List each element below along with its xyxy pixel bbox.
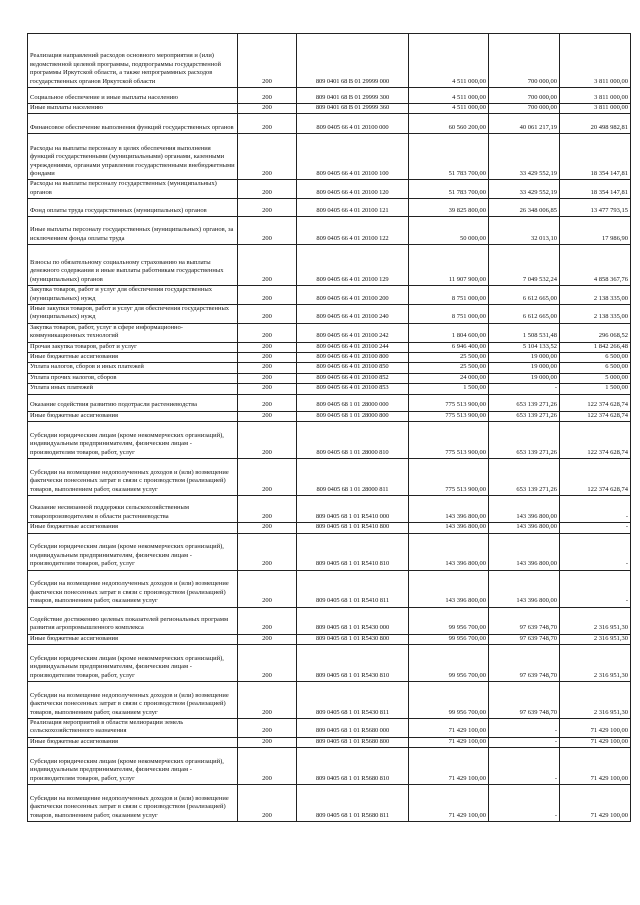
table-row bbox=[28, 88, 631, 104]
executed-amount-cell: 33 429 552,19 bbox=[489, 134, 560, 180]
classification-code-cell: 809 0405 66 4 01 20100 244 bbox=[297, 342, 409, 352]
approved-amount-cell: 775 513 900,00 bbox=[409, 422, 489, 459]
executed-amount-cell: - bbox=[489, 737, 560, 747]
classification-code-cell: 809 0405 66 4 01 20100 121 bbox=[297, 199, 409, 217]
approved-amount-cell: 99 956 700,00 bbox=[409, 681, 489, 718]
table-row bbox=[28, 459, 631, 496]
classification-code-cell: 809 0405 66 4 01 20100 850 bbox=[297, 363, 409, 373]
table-row bbox=[28, 363, 631, 373]
approved-amount-cell: 25 500,00 bbox=[409, 363, 489, 373]
executed-amount-cell: 19 000,00 bbox=[489, 353, 560, 363]
executed-amount-cell: 19 000,00 bbox=[489, 363, 560, 373]
remaining-amount-cell: 2 138 335,00 bbox=[560, 286, 631, 305]
table-row bbox=[28, 718, 631, 737]
approved-amount-cell: 50 000,00 bbox=[409, 217, 489, 245]
line-code-cell: 200 bbox=[238, 459, 297, 496]
remaining-amount-cell: 6 500,00 bbox=[560, 353, 631, 363]
line-code-cell: 200 bbox=[238, 323, 297, 342]
row-name-cell: Оказание несвязанной поддержки сельскохозяйственным товаропроизводителям в области растениеводства bbox=[28, 496, 238, 523]
table-row bbox=[28, 305, 631, 324]
classification-code-cell: 809 0405 68 1 01 28000 810 bbox=[297, 422, 409, 459]
approved-amount-cell: 99 956 700,00 bbox=[409, 634, 489, 644]
classification-code-cell: 809 0405 68 1 01 R5680 810 bbox=[297, 748, 409, 785]
remaining-amount-cell: 3 811 000,00 bbox=[560, 88, 631, 104]
classification-code-cell: 809 0405 68 1 01 R5430 810 bbox=[297, 644, 409, 681]
executed-amount-cell: - bbox=[489, 785, 560, 822]
table-row bbox=[28, 785, 631, 822]
row-name-cell: Расходы на выплаты персоналу государственных (муниципальных) органов bbox=[28, 180, 238, 199]
table-row bbox=[28, 748, 631, 785]
row-name-cell: Субсидии на возмещение недополученных доходов и (или) возмещение фактически понесенных затрат в связи с производством (реализацией) товаров, выполнением работ, оказанием услуг bbox=[28, 459, 238, 496]
table-row bbox=[28, 134, 631, 180]
approved-amount-cell: 71 429 100,00 bbox=[409, 718, 489, 737]
budget-report-page bbox=[27, 33, 630, 822]
remaining-amount-cell: 1 500,00 bbox=[560, 384, 631, 394]
approved-amount-cell: 1 804 600,00 bbox=[409, 323, 489, 342]
line-code-cell: 200 bbox=[238, 342, 297, 352]
approved-amount-cell: 99 956 700,00 bbox=[409, 644, 489, 681]
line-code-cell: 200 bbox=[238, 217, 297, 245]
table-row bbox=[28, 737, 631, 747]
row-name-cell: Закупка товаров, работ и услуг для обеспечения государственных (муниципальных) нужд bbox=[28, 286, 238, 305]
line-code-cell: 200 bbox=[238, 570, 297, 607]
table-row bbox=[28, 286, 631, 305]
line-code-cell: 200 bbox=[238, 134, 297, 180]
approved-amount-cell: 25 500,00 bbox=[409, 353, 489, 363]
remaining-amount-cell: 71 429 100,00 bbox=[560, 785, 631, 822]
row-name-cell: Иные бюджетные ассигнования bbox=[28, 634, 238, 644]
executed-amount-cell: 143 396 800,00 bbox=[489, 523, 560, 533]
approved-amount-cell: 71 429 100,00 bbox=[409, 748, 489, 785]
line-code-cell: 200 bbox=[238, 411, 297, 421]
row-name-cell: Иные бюджетные ассигнования bbox=[28, 353, 238, 363]
line-code-cell: 200 bbox=[238, 748, 297, 785]
approved-amount-cell: 143 396 800,00 bbox=[409, 496, 489, 523]
remaining-amount-cell: 4 858 367,76 bbox=[560, 245, 631, 286]
table-row bbox=[28, 323, 631, 342]
line-code-cell: 200 bbox=[238, 114, 297, 134]
row-name-cell: Субсидии юридическим лицам (кроме некоммерческих организаций), индивидуальным предпринимателям, физическим лицам - производителям товаров, работ, услуг bbox=[28, 644, 238, 681]
remaining-amount-cell: 17 986,90 bbox=[560, 217, 631, 245]
classification-code-cell: 809 0405 66 4 01 20100 852 bbox=[297, 373, 409, 383]
approved-amount-cell: 4 511 000,00 bbox=[409, 34, 489, 88]
line-code-cell: 200 bbox=[238, 245, 297, 286]
remaining-amount-cell: 1 842 266,48 bbox=[560, 342, 631, 352]
executed-amount-cell: 19 000,00 bbox=[489, 373, 560, 383]
table-row bbox=[28, 114, 631, 134]
row-name-cell: Иные выплаты населению bbox=[28, 104, 238, 114]
executed-amount-cell: 97 639 748,70 bbox=[489, 644, 560, 681]
line-code-cell: 200 bbox=[238, 644, 297, 681]
table-row bbox=[28, 607, 631, 634]
remaining-amount-cell: 3 811 000,00 bbox=[560, 34, 631, 88]
row-name-cell: Финансовое обеспечение выполнения функций государственных органов bbox=[28, 114, 238, 134]
classification-code-cell: 809 0405 68 1 01 R5410 000 bbox=[297, 496, 409, 523]
classification-code-cell: 809 0405 68 1 01 R5410 810 bbox=[297, 533, 409, 570]
line-code-cell: 200 bbox=[238, 353, 297, 363]
remaining-amount-cell: 71 429 100,00 bbox=[560, 718, 631, 737]
executed-amount-cell: - bbox=[489, 384, 560, 394]
approved-amount-cell: 8 751 000,00 bbox=[409, 305, 489, 324]
classification-code-cell: 809 0405 68 1 01 28000 811 bbox=[297, 459, 409, 496]
row-name-cell: Субсидии юридическим лицам (кроме некоммерческих организаций), индивидуальным предпринимателям, физическим лицам - производителям товаров, работ, услуг bbox=[28, 533, 238, 570]
executed-amount-cell: 26 348 006,85 bbox=[489, 199, 560, 217]
line-code-cell: 200 bbox=[238, 34, 297, 88]
classification-code-cell: 809 0405 66 4 01 20100 200 bbox=[297, 286, 409, 305]
row-name-cell: Реализация направлений расходов основного мероприятия и (или) ведомственной целевой программы, подпрограммы государственной программы Иркутской области, а также непрограммных расходов государственных органов Иркутской области bbox=[28, 34, 238, 88]
line-code-cell: 200 bbox=[238, 523, 297, 533]
approved-amount-cell: 6 946 400,00 bbox=[409, 342, 489, 352]
approved-amount-cell: 51 783 700,00 bbox=[409, 134, 489, 180]
executed-amount-cell: 143 396 800,00 bbox=[489, 496, 560, 523]
row-name-cell: Субсидии на возмещение недополученных доходов и (или) возмещение фактически понесенных затрат в связи с производством (реализацией) товаров, выполнением работ, оказанием услуг bbox=[28, 681, 238, 718]
approved-amount-cell: 143 396 800,00 bbox=[409, 533, 489, 570]
row-name-cell: Закупка товаров, работ, услуг в сфере информационно-коммуникационных технологий bbox=[28, 323, 238, 342]
line-code-cell: 200 bbox=[238, 373, 297, 383]
remaining-amount-cell: 5 000,00 bbox=[560, 373, 631, 383]
row-name-cell: Прочая закупка товаров, работ и услуг bbox=[28, 342, 238, 352]
executed-amount-cell: 653 139 271,26 bbox=[489, 394, 560, 411]
classification-code-cell: 809 0405 68 1 01 R5430 800 bbox=[297, 634, 409, 644]
table-row bbox=[28, 373, 631, 383]
executed-amount-cell: 7 049 532,24 bbox=[489, 245, 560, 286]
executed-amount-cell: 97 639 748,70 bbox=[489, 681, 560, 718]
classification-code-cell: 809 0405 68 1 01 R5430 811 bbox=[297, 681, 409, 718]
executed-amount-cell: 97 639 748,70 bbox=[489, 634, 560, 644]
table-row bbox=[28, 34, 631, 88]
classification-code-cell: 809 0405 68 1 01 R5680 000 bbox=[297, 718, 409, 737]
remaining-amount-cell: 122 374 628,74 bbox=[560, 394, 631, 411]
row-name-cell: Содействие достижению целевых показателей региональных программ развития агропромышленного комплекса bbox=[28, 607, 238, 634]
table-row bbox=[28, 570, 631, 607]
approved-amount-cell: 143 396 800,00 bbox=[409, 570, 489, 607]
table-row bbox=[28, 644, 631, 681]
executed-amount-cell: 97 639 748,70 bbox=[489, 607, 560, 634]
executed-amount-cell: 143 396 800,00 bbox=[489, 533, 560, 570]
classification-code-cell: 809 0405 68 1 01 R5410 800 bbox=[297, 523, 409, 533]
row-name-cell: Иные бюджетные ассигнования bbox=[28, 523, 238, 533]
executed-amount-cell: 653 139 271,26 bbox=[489, 411, 560, 421]
line-code-cell: 200 bbox=[238, 180, 297, 199]
line-code-cell: 200 bbox=[238, 718, 297, 737]
classification-code-cell: 809 0405 66 4 01 20100 240 bbox=[297, 305, 409, 324]
remaining-amount-cell: 2 316 951,30 bbox=[560, 644, 631, 681]
classification-code-cell: 809 0405 66 4 01 20100 000 bbox=[297, 114, 409, 134]
line-code-cell: 200 bbox=[238, 363, 297, 373]
table-row bbox=[28, 217, 631, 245]
remaining-amount-cell: 2 316 951,30 bbox=[560, 634, 631, 644]
approved-amount-cell: 71 429 100,00 bbox=[409, 737, 489, 747]
executed-amount-cell: - bbox=[489, 748, 560, 785]
table-row bbox=[28, 634, 631, 644]
table-row bbox=[28, 681, 631, 718]
executed-amount-cell: 1 508 531,48 bbox=[489, 323, 560, 342]
classification-code-cell: 809 0405 68 1 01 28000 000 bbox=[297, 394, 409, 411]
row-name-cell: Фонд оплаты труда государственных (муниципальных) органов bbox=[28, 199, 238, 217]
line-code-cell: 200 bbox=[238, 533, 297, 570]
executed-amount-cell: 6 612 665,00 bbox=[489, 305, 560, 324]
row-name-cell: Иные закупки товаров, работ и услуг для обеспечения государственных (муниципальных) нужд bbox=[28, 305, 238, 324]
table-row bbox=[28, 394, 631, 411]
table-row bbox=[28, 245, 631, 286]
classification-code-cell: 809 0401 68 В 01 29999 000 bbox=[297, 34, 409, 88]
classification-code-cell: 809 0405 66 4 01 20100 122 bbox=[297, 217, 409, 245]
classification-code-cell: 809 0405 68 1 01 R5680 800 bbox=[297, 737, 409, 747]
table-row bbox=[28, 411, 631, 421]
row-name-cell: Уплата налогов, сборов и иных платежей bbox=[28, 363, 238, 373]
classification-code-cell: 809 0405 66 4 01 20100 129 bbox=[297, 245, 409, 286]
row-name-cell: Расходы на выплаты персоналу в целях обеспечения выполнения функций государственными (муниципальными) органами, казенными учреждениями, органами управления государственными внебюджетными фондами bbox=[28, 134, 238, 180]
classification-code-cell: 809 0405 68 1 01 R5430 000 bbox=[297, 607, 409, 634]
approved-amount-cell: 51 783 700,00 bbox=[409, 180, 489, 199]
classification-code-cell: 809 0405 66 4 01 20100 242 bbox=[297, 323, 409, 342]
executed-amount-cell: 653 139 271,26 bbox=[489, 459, 560, 496]
executed-amount-cell: 5 104 133,52 bbox=[489, 342, 560, 352]
expenditure-table bbox=[27, 33, 631, 822]
line-code-cell: 200 bbox=[238, 394, 297, 411]
table-row bbox=[28, 353, 631, 363]
classification-code-cell: 809 0405 68 1 01 R5680 811 bbox=[297, 785, 409, 822]
table-row bbox=[28, 342, 631, 352]
approved-amount-cell: 24 000,00 bbox=[409, 373, 489, 383]
row-name-cell: Субсидии на возмещение недополученных доходов и (или) возмещение фактически понесенных затрат в связи с производством (реализацией) товаров, выполнением работ, оказанием услуг bbox=[28, 570, 238, 607]
remaining-amount-cell: 122 374 628,74 bbox=[560, 411, 631, 421]
remaining-amount-cell: 6 500,00 bbox=[560, 363, 631, 373]
line-code-cell: 200 bbox=[238, 305, 297, 324]
table-row bbox=[28, 180, 631, 199]
remaining-amount-cell: 18 354 147,81 bbox=[560, 134, 631, 180]
classification-code-cell: 809 0401 68 В 01 29999 360 bbox=[297, 104, 409, 114]
approved-amount-cell: 4 511 000,00 bbox=[409, 104, 489, 114]
classification-code-cell: 809 0401 68 В 01 29999 300 bbox=[297, 88, 409, 104]
remaining-amount-cell: 122 374 628,74 bbox=[560, 422, 631, 459]
executed-amount-cell: 33 429 552,19 bbox=[489, 180, 560, 199]
line-code-cell: 200 bbox=[238, 737, 297, 747]
line-code-cell: 200 bbox=[238, 422, 297, 459]
row-name-cell: Иные бюджетные ассигнования bbox=[28, 411, 238, 421]
executed-amount-cell: 700 000,00 bbox=[489, 88, 560, 104]
remaining-amount-cell: 122 374 628,74 bbox=[560, 459, 631, 496]
executed-amount-cell: - bbox=[489, 718, 560, 737]
executed-amount-cell: 700 000,00 bbox=[489, 34, 560, 88]
classification-code-cell: 809 0405 66 4 01 20100 100 bbox=[297, 134, 409, 180]
row-name-cell: Уплата иных платежей bbox=[28, 384, 238, 394]
table-row bbox=[28, 384, 631, 394]
line-code-cell: 200 bbox=[238, 104, 297, 114]
approved-amount-cell: 1 500,00 bbox=[409, 384, 489, 394]
executed-amount-cell: 6 612 665,00 bbox=[489, 286, 560, 305]
row-name-cell: Оказание содействия развитию подотрасли растениеводства bbox=[28, 394, 238, 411]
classification-code-cell: 809 0405 66 4 01 20100 800 bbox=[297, 353, 409, 363]
table-row bbox=[28, 523, 631, 533]
remaining-amount-cell: 2 138 335,00 bbox=[560, 305, 631, 324]
remaining-amount-cell: 18 354 147,81 bbox=[560, 180, 631, 199]
table-row bbox=[28, 104, 631, 114]
remaining-amount-cell: 13 477 793,15 bbox=[560, 199, 631, 217]
approved-amount-cell: 4 511 000,00 bbox=[409, 88, 489, 104]
line-code-cell: 200 bbox=[238, 88, 297, 104]
line-code-cell: 200 bbox=[238, 785, 297, 822]
table-row bbox=[28, 422, 631, 459]
approved-amount-cell: 775 513 900,00 bbox=[409, 459, 489, 496]
remaining-amount-cell: - bbox=[560, 523, 631, 533]
approved-amount-cell: 11 907 900,00 bbox=[409, 245, 489, 286]
line-code-cell: 200 bbox=[238, 496, 297, 523]
executed-amount-cell: 700 000,00 bbox=[489, 104, 560, 114]
executed-amount-cell: 32 013,10 bbox=[489, 217, 560, 245]
approved-amount-cell: 775 513 900,00 bbox=[409, 394, 489, 411]
line-code-cell: 200 bbox=[238, 634, 297, 644]
classification-code-cell: 809 0405 66 4 01 20100 120 bbox=[297, 180, 409, 199]
remaining-amount-cell: 3 811 000,00 bbox=[560, 104, 631, 114]
row-name-cell: Субсидии юридическим лицам (кроме некоммерческих организаций), индивидуальным предпринимателям, физическим лицам - производителям товаров, работ, услуг bbox=[28, 748, 238, 785]
table-row bbox=[28, 533, 631, 570]
line-code-cell: 200 bbox=[238, 199, 297, 217]
approved-amount-cell: 99 956 700,00 bbox=[409, 607, 489, 634]
classification-code-cell: 809 0405 68 1 01 28000 800 bbox=[297, 411, 409, 421]
approved-amount-cell: 775 513 900,00 bbox=[409, 411, 489, 421]
row-name-cell: Субсидии юридическим лицам (кроме некоммерческих организаций), индивидуальным предпринимателям, физическим лицам - производителям товаров, работ, услуг bbox=[28, 422, 238, 459]
row-name-cell: Социальное обеспечение и иные выплаты населению bbox=[28, 88, 238, 104]
remaining-amount-cell: 296 068,52 bbox=[560, 323, 631, 342]
approved-amount-cell: 143 396 800,00 bbox=[409, 523, 489, 533]
row-name-cell: Иные выплаты персоналу государственных (муниципальных) органов, за исключением фонда оплаты труда bbox=[28, 217, 238, 245]
table-row bbox=[28, 496, 631, 523]
approved-amount-cell: 8 751 000,00 bbox=[409, 286, 489, 305]
remaining-amount-cell: 2 316 951,30 bbox=[560, 681, 631, 718]
line-code-cell: 200 bbox=[238, 384, 297, 394]
row-name-cell: Взносы по обязательному социальному страхованию на выплаты денежного содержания и иные выплаты работникам государственных (муниципальных) органов bbox=[28, 245, 238, 286]
executed-amount-cell: 40 061 217,19 bbox=[489, 114, 560, 134]
executed-amount-cell: 653 139 271,26 bbox=[489, 422, 560, 459]
remaining-amount-cell: 2 316 951,30 bbox=[560, 607, 631, 634]
remaining-amount-cell: - bbox=[560, 496, 631, 523]
classification-code-cell: 809 0405 68 1 01 R5410 811 bbox=[297, 570, 409, 607]
remaining-amount-cell: - bbox=[560, 570, 631, 607]
table-row bbox=[28, 199, 631, 217]
line-code-cell: 200 bbox=[238, 607, 297, 634]
row-name-cell: Реализация мероприятий в области мелиорации земель сельскохозяйственного назначения bbox=[28, 718, 238, 737]
row-name-cell: Уплата прочих налогов, сборов bbox=[28, 373, 238, 383]
line-code-cell: 200 bbox=[238, 286, 297, 305]
row-name-cell: Иные бюджетные ассигнования bbox=[28, 737, 238, 747]
remaining-amount-cell: 71 429 100,00 bbox=[560, 748, 631, 785]
line-code-cell: 200 bbox=[238, 681, 297, 718]
remaining-amount-cell: 20 498 982,81 bbox=[560, 114, 631, 134]
approved-amount-cell: 60 560 200,00 bbox=[409, 114, 489, 134]
approved-amount-cell: 39 825 800,00 bbox=[409, 199, 489, 217]
remaining-amount-cell: - bbox=[560, 533, 631, 570]
remaining-amount-cell: 71 429 100,00 bbox=[560, 737, 631, 747]
row-name-cell: Субсидии на возмещение недополученных доходов и (или) возмещение фактически понесенных затрат в связи с производством (реализацией) товаров, выполнением работ, оказанием услуг bbox=[28, 785, 238, 822]
classification-code-cell: 809 0405 66 4 01 20100 853 bbox=[297, 384, 409, 394]
expenditure-table-body bbox=[28, 34, 631, 822]
executed-amount-cell: 143 396 800,00 bbox=[489, 570, 560, 607]
approved-amount-cell: 71 429 100,00 bbox=[409, 785, 489, 822]
